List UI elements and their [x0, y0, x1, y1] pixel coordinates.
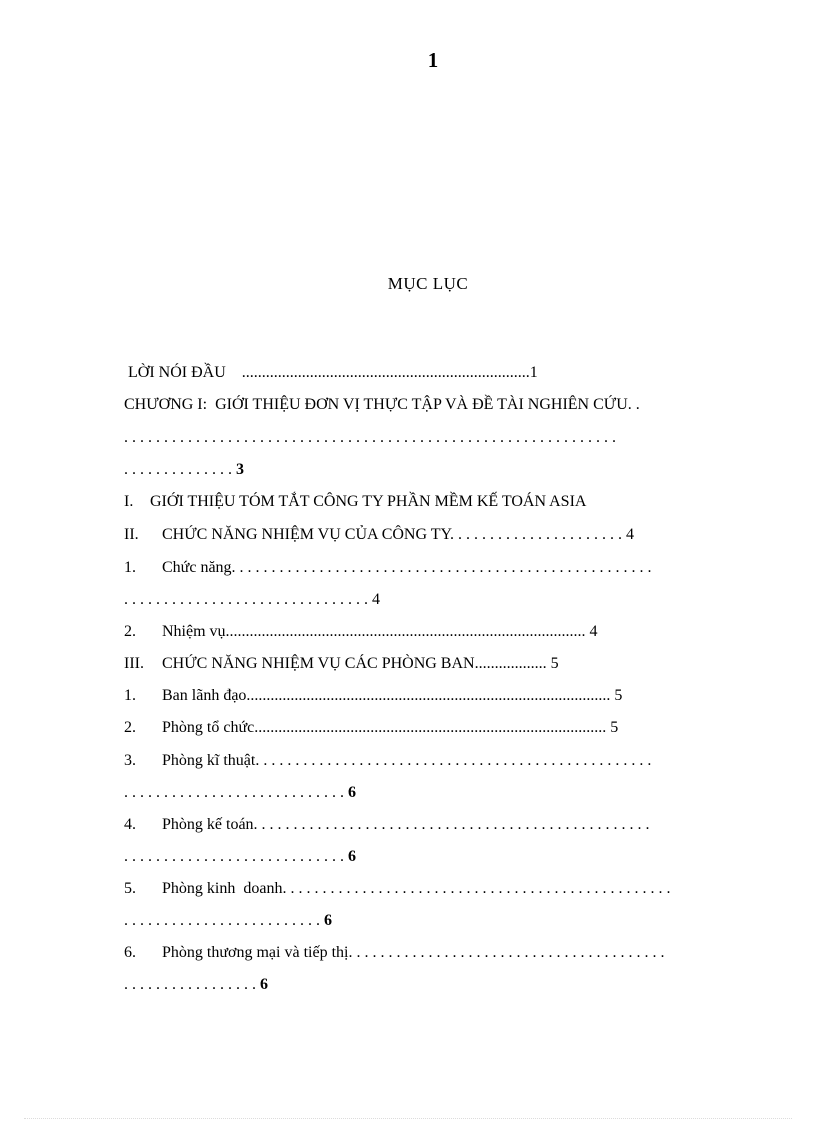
- toc-entry-number: 1.: [124, 687, 136, 704]
- toc-entry-number: 5.: [124, 880, 136, 897]
- toc-leader: . . . . . . . . . . . . . . . . .: [124, 976, 256, 993]
- toc-leader: . . . . . . . . . . . . . . . . . . . . . . . . . . . . . . . . . . . . . . . . . . . . . . . . . . . . .: [231, 559, 652, 576]
- toc-entry-number: 2.: [124, 623, 136, 640]
- toc-leader: . . . . . . . . . . . . . . . . . . . . . . . . . . . . . . . . . . . . . . . .: [348, 944, 665, 961]
- toc-leader: . . . . . . . . . . . . . . . . . . . . . .: [450, 526, 622, 543]
- toc-entry-label: CHỨC NĂNG NHIỆM VỤ CỦA CÔNG TY: [162, 526, 450, 543]
- toc-entry-label: Phòng kế toán: [162, 816, 254, 833]
- toc-leader-line: [116, 952, 746, 996]
- toc-leader: . . . . . . . . . . . . . . . . . . . . . . . . . . . . . . . . . . . . . . . . . . . . . . . . . . . . . . . . . . . . . .: [124, 429, 616, 446]
- toc-leader: . . . . . . . . . . . . . . . . . . . . . . . . . . . . . . .: [124, 591, 368, 608]
- toc-page-number: 5: [610, 719, 619, 736]
- toc-page-number: 3: [236, 461, 244, 478]
- toc-leader: . . . . . . . . . . . . . .: [124, 461, 232, 478]
- toc-entry-number: 6.: [124, 944, 136, 961]
- toc-entry-label: Phòng tổ chức: [162, 719, 255, 736]
- toc-entry-label: LỜI NÓI ĐẦU: [128, 364, 226, 381]
- toc-leader: ..........................................................................................: [225, 623, 586, 640]
- toc-leader: . . . . . . . . . . . . . . . . . . . . . . . . . . . .: [124, 848, 344, 865]
- toc-entry-number: 3.: [124, 752, 136, 769]
- toc-leader: . . . . . . . . . . . . . . . . . . . . . . . . .: [124, 912, 320, 929]
- toc-page-number: 1: [529, 364, 538, 381]
- toc-entry-label: GIỚI THIỆU TÓM TẮT CÔNG TY PHẦN MỀM KẾ TOÁN ASIA: [150, 493, 587, 510]
- toc-page-number: 5: [614, 687, 623, 704]
- toc-entry-number: 2.: [124, 719, 136, 736]
- toc-leader: . . . . . . . . . . . . . . . . . . . . . . . . . . . . . . . . . . . . . . . . . . . . . . . . . .: [253, 816, 650, 833]
- page-number: 1: [427, 48, 439, 72]
- toc-leader: ........................................................................: [241, 364, 530, 381]
- page-bottom-divider: [24, 1118, 792, 1119]
- toc-entry-number: I.: [124, 493, 134, 510]
- toc-page-number: 6: [260, 976, 268, 993]
- toc-entry-label: CHƯƠNG I: GIỚI THIỆU ĐƠN VỊ THỰC TẬP VÀ ĐỀ TÀI NGHIÊN CỨU. .: [124, 396, 640, 413]
- toc-leader: ........................................................................................: [254, 719, 607, 736]
- toc-page-number: 4: [372, 591, 380, 608]
- toc-page-number: 6: [348, 784, 356, 801]
- toc-entry-number: III.: [124, 655, 144, 672]
- toc-page-number: 4: [626, 526, 634, 543]
- toc-entry-label: CHỨC NĂNG NHIỆM VỤ CÁC PHÒNG BAN: [162, 655, 475, 672]
- toc-leader: . . . . . . . . . . . . . . . . . . . . . . . . . . . .: [124, 784, 344, 801]
- toc-page-number: 5: [550, 655, 559, 672]
- toc-entry-label: Phòng thương mại và tiếp thị: [162, 944, 349, 961]
- toc-entry-label: Chức năng: [162, 559, 232, 576]
- toc-page-number: 6: [324, 912, 332, 929]
- toc-page-number: 6: [348, 848, 356, 865]
- toc-entry-number: II.: [124, 526, 139, 543]
- toc-page-number: 4: [589, 623, 598, 640]
- toc-entry-label: Ban lãnh đạo: [162, 687, 247, 704]
- toc-leader: . . . . . . . . . . . . . . . . . . . . . . . . . . . . . . . . . . . . . . . . . . . . . . . . . .: [255, 752, 652, 769]
- toc-entry-label: Nhiệm vụ: [162, 623, 226, 640]
- toc-leader: ..................: [474, 655, 547, 672]
- toc-title: MỤC LỤC: [387, 274, 469, 293]
- toc-leader: . . . . . . . . . . . . . . . . . . . . . . . . . . . . . . . . . . . . . . . . . . . . . . . . .: [282, 880, 671, 897]
- toc-entry-number: 4.: [124, 816, 136, 833]
- toc-leader: ...........................................................................................: [246, 687, 611, 704]
- toc-entry-number: 1.: [124, 559, 136, 576]
- toc-entry-label: Phòng kinh doanh: [162, 880, 283, 897]
- toc-entry-label: Phòng kĩ thuật: [162, 752, 256, 769]
